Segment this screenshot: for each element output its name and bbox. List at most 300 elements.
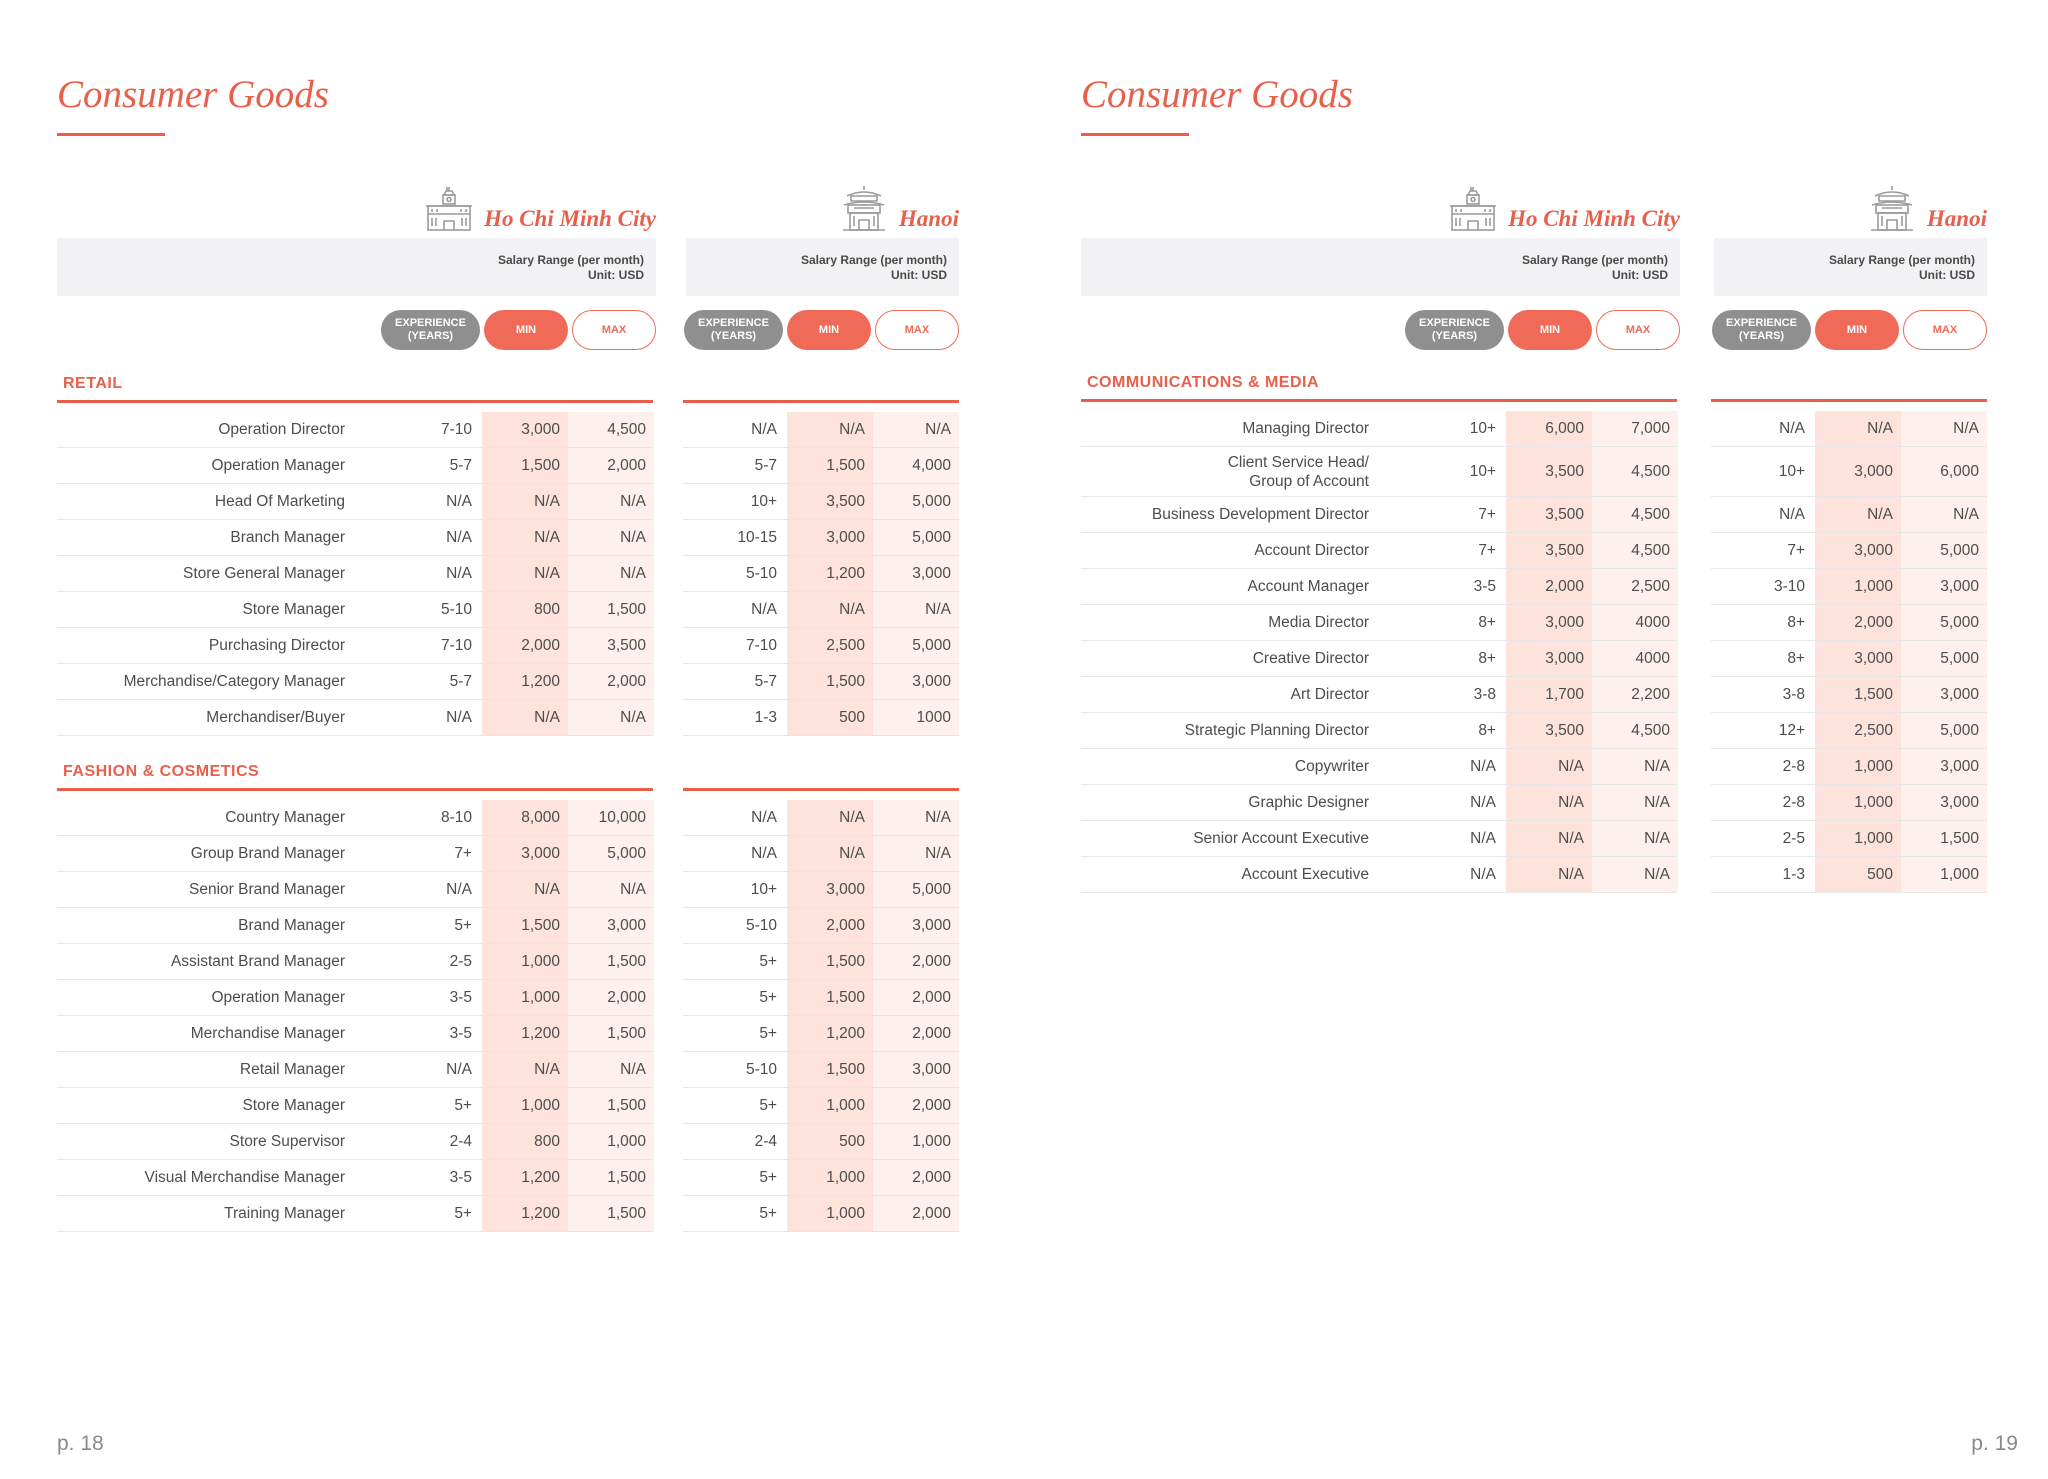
max-salary-cell: 5,000 [1901, 641, 1987, 676]
max-salary-cell: 1,500 [568, 1196, 654, 1231]
table-row [1711, 749, 1987, 785]
max-salary-cell: N/A [1592, 749, 1678, 784]
section-rule [57, 400, 653, 403]
role-cell: Brand Manager [238, 917, 345, 934]
max-salary-cell: 5,000 [873, 628, 959, 663]
table-row [1711, 857, 1987, 893]
max-salary-cell: 6,000 [1901, 447, 1987, 496]
city-name-hcmc: Ho Chi Minh City [1508, 206, 1680, 231]
salary-range-box-hcmc [1081, 238, 1680, 296]
min-salary-cell: 1,000 [787, 1196, 873, 1231]
role-cell: Art Director [1290, 686, 1369, 703]
max-salary-cell: 2,200 [1592, 677, 1678, 712]
table-row [1081, 641, 1677, 677]
experience-cell: N/A [446, 880, 472, 898]
max-salary-cell: 1,000 [873, 1124, 959, 1159]
salary-range-label: Salary Range (per month) [1521, 253, 1668, 267]
max-salary-cell: N/A [568, 872, 654, 907]
table-row [683, 980, 959, 1016]
table-row [1081, 533, 1677, 569]
experience-cell: 2-4 [754, 1132, 777, 1150]
max-salary-cell: 1,500 [568, 1160, 654, 1195]
table-row [57, 1196, 653, 1232]
experience-cell: 2-8 [1782, 757, 1805, 775]
min-salary-cell: 1,500 [482, 448, 568, 483]
max-salary-cell: 5,000 [873, 520, 959, 555]
max-salary-cell: 4,500 [568, 412, 654, 447]
experience-cell: N/A [1470, 757, 1496, 775]
city-name-hanoi: Hanoi [1926, 206, 1987, 231]
table-row [683, 448, 959, 484]
min-salary-cell: 2,000 [1815, 605, 1901, 640]
table-row [683, 1124, 959, 1160]
role-cell: Store Manager [242, 1097, 345, 1114]
section-label-comms: COMMUNICATIONS & MEDIA [1087, 374, 1320, 391]
max-salary-cell: N/A [873, 412, 959, 447]
table-row [1081, 857, 1677, 893]
max-salary-cell: 3,000 [873, 664, 959, 699]
role-cell: Media Director [1268, 614, 1369, 631]
min-salary-cell: N/A [787, 592, 873, 627]
min-salary-cell: 1,200 [482, 1196, 568, 1231]
salary-range-label: Salary Range (per month) [497, 253, 644, 267]
section-rule [683, 400, 959, 403]
role-cell: Business Development Director [1151, 506, 1369, 523]
salary-range-box-hanoi [1714, 238, 1987, 296]
max-salary-cell: 3,000 [1901, 569, 1987, 604]
table-row [1711, 447, 1987, 497]
min-salary-cell: 1,000 [1815, 569, 1901, 604]
max-salary-cell: 1,500 [1901, 821, 1987, 856]
min-salary-cell: 1,500 [482, 908, 568, 943]
min-salary-cell: N/A [787, 412, 873, 447]
min-salary-cell: 2,500 [787, 628, 873, 663]
experience-cell: N/A [751, 844, 777, 862]
table-row [683, 1052, 959, 1088]
min-salary-cell: N/A [482, 872, 568, 907]
max-pill: MAX [1903, 310, 1987, 350]
min-salary-cell: 500 [787, 1124, 873, 1159]
hcmc-city-header [300, 178, 656, 234]
experience-pill: EXPERIENCE (YEARS) [684, 310, 783, 350]
max-salary-cell: N/A [1901, 497, 1987, 532]
experience-cell: 5+ [454, 916, 472, 934]
experience-cell: 8+ [1478, 721, 1496, 739]
experience-cell: 5+ [759, 1204, 777, 1222]
table-row [57, 1124, 653, 1160]
hanoi-city-header [686, 178, 959, 234]
retail-table-hanoi [683, 412, 959, 736]
min-salary-cell: 3,500 [1506, 447, 1592, 496]
experience-cell: 3-8 [1473, 685, 1496, 703]
column-pills-hanoi [684, 310, 959, 350]
experience-cell: N/A [1470, 829, 1496, 847]
experience-cell: 10+ [1778, 462, 1805, 480]
title-underline [1081, 133, 1189, 136]
min-salary-cell: 3,000 [482, 836, 568, 871]
min-salary-cell: N/A [1815, 497, 1901, 532]
role-cell: Client Service Head/ Group of Account [1227, 453, 1369, 490]
max-salary-cell: 4000 [1592, 605, 1678, 640]
max-salary-cell: 3,500 [568, 628, 654, 663]
min-salary-cell: 1,500 [787, 664, 873, 699]
unit-label: Unit: USD [588, 268, 644, 282]
max-salary-cell: 5,000 [568, 836, 654, 871]
min-salary-cell: N/A [482, 484, 568, 519]
unit-label: Unit: USD [891, 268, 947, 282]
page-title: Consumer Goods [57, 73, 329, 116]
max-salary-cell: N/A [568, 484, 654, 519]
max-salary-cell: 2,000 [873, 944, 959, 979]
table-row [1711, 641, 1987, 677]
experience-cell: 10+ [1469, 462, 1496, 480]
min-salary-cell: 3,000 [1506, 605, 1592, 640]
experience-cell: 5-7 [449, 672, 472, 690]
experience-cell: 7+ [454, 844, 472, 862]
experience-cell: N/A [1470, 793, 1496, 811]
hcmc-city-header [1324, 178, 1680, 234]
max-salary-cell: N/A [568, 520, 654, 555]
max-salary-cell: N/A [873, 592, 959, 627]
section-label-fashion: FASHION & COSMETICS [63, 763, 260, 780]
max-salary-cell: 10,000 [568, 800, 654, 835]
role-cell: Purchasing Director [208, 637, 345, 654]
experience-cell: 10+ [750, 880, 777, 898]
role-cell: Country Manager [225, 809, 345, 826]
table-row [57, 700, 653, 736]
page-19 [1024, 0, 2048, 1479]
table-row [1711, 821, 1987, 857]
min-salary-cell: 1,500 [787, 1052, 873, 1087]
column-pills-hcmc [1405, 310, 1680, 350]
min-salary-cell: N/A [1506, 749, 1592, 784]
table-row [57, 872, 653, 908]
role-cell: Training Manager [224, 1205, 345, 1222]
max-salary-cell: 4,000 [873, 448, 959, 483]
role-cell: Graphic Designer [1248, 794, 1369, 811]
role-cell: Account Director [1254, 542, 1369, 559]
table-row [1081, 749, 1677, 785]
experience-cell: 5-10 [440, 600, 472, 618]
min-salary-cell: 3,500 [787, 484, 873, 519]
experience-cell: 5+ [759, 988, 777, 1006]
max-salary-cell: N/A [1901, 411, 1987, 446]
table-row [57, 628, 653, 664]
table-row [57, 1088, 653, 1124]
max-salary-cell: 2,000 [873, 1088, 959, 1123]
min-salary-cell: 800 [482, 592, 568, 627]
min-salary-cell: N/A [787, 800, 873, 835]
role-cell: Managing Director [1242, 420, 1369, 437]
max-salary-cell: N/A [568, 700, 654, 735]
min-salary-cell: 1,500 [787, 448, 873, 483]
table-row [683, 872, 959, 908]
min-salary-cell: 6,000 [1506, 411, 1592, 446]
table-row [683, 664, 959, 700]
experience-cell: N/A [1470, 865, 1496, 883]
table-row [683, 556, 959, 592]
max-salary-cell: 1,500 [568, 944, 654, 979]
column-pills-hcmc [381, 310, 656, 350]
max-salary-cell: 5,000 [873, 872, 959, 907]
min-salary-cell: 1,200 [787, 556, 873, 591]
min-pill: MIN [1815, 310, 1899, 350]
experience-cell: 5-10 [745, 1060, 777, 1078]
fashion-table-hanoi [683, 800, 959, 1232]
min-salary-cell: 3,000 [787, 520, 873, 555]
experience-cell: 8+ [1478, 649, 1496, 667]
min-salary-cell: N/A [1506, 857, 1592, 892]
min-salary-cell: 1,200 [482, 1160, 568, 1195]
role-cell: Merchandise/Category Manager [123, 673, 345, 690]
salary-range-box-hanoi [686, 238, 959, 296]
fashion-table-hcmc [57, 800, 653, 1232]
table-row [683, 628, 959, 664]
unit-label: Unit: USD [1919, 268, 1975, 282]
salary-range-box-hcmc [57, 238, 656, 296]
min-salary-cell: 3,500 [1506, 713, 1592, 748]
table-row [57, 1052, 653, 1088]
experience-cell: N/A [446, 492, 472, 510]
min-salary-cell: 800 [482, 1124, 568, 1159]
table-row [57, 484, 653, 520]
min-salary-cell: 2,500 [1815, 713, 1901, 748]
experience-cell: 1-3 [1782, 865, 1805, 883]
max-salary-cell: 3,000 [873, 556, 959, 591]
table-row [57, 908, 653, 944]
role-cell: Operation Manager [211, 457, 345, 474]
table-row [57, 664, 653, 700]
experience-cell: 3-8 [1782, 685, 1805, 703]
table-row [683, 592, 959, 628]
table-row [57, 520, 653, 556]
table-row [683, 520, 959, 556]
title-underline [57, 133, 165, 136]
min-salary-cell: N/A [787, 836, 873, 871]
table-row [683, 412, 959, 448]
max-salary-cell: N/A [873, 800, 959, 835]
experience-cell: N/A [446, 564, 472, 582]
experience-cell: 3-5 [449, 1024, 472, 1042]
role-cell: Senior Brand Manager [189, 881, 345, 898]
role-cell: Creative Director [1252, 650, 1369, 667]
section-rule [57, 788, 653, 791]
table-row [1711, 569, 1987, 605]
table-row [1711, 785, 1987, 821]
max-salary-cell: 1,000 [568, 1124, 654, 1159]
experience-cell: 2-5 [1782, 829, 1805, 847]
experience-cell: 5+ [759, 1024, 777, 1042]
max-salary-cell: 4,500 [1592, 447, 1678, 496]
min-salary-cell: 3,000 [1815, 641, 1901, 676]
role-cell: Store Supervisor [229, 1133, 345, 1150]
table-row [57, 412, 653, 448]
retail-table-hcmc [57, 412, 653, 736]
max-salary-cell: N/A [873, 836, 959, 871]
max-salary-cell: 2,000 [873, 1160, 959, 1195]
table-row [57, 800, 653, 836]
experience-cell: 5-7 [754, 672, 777, 690]
experience-cell: 7+ [1787, 541, 1805, 559]
min-salary-cell: 3,000 [482, 412, 568, 447]
experience-cell: 8-10 [440, 808, 472, 826]
max-salary-cell: 5,000 [873, 484, 959, 519]
table-row [683, 908, 959, 944]
table-row [57, 836, 653, 872]
experience-cell: 5+ [454, 1204, 472, 1222]
role-cell: Senior Account Executive [1193, 830, 1369, 847]
min-salary-cell: 1,000 [482, 1088, 568, 1123]
experience-cell: N/A [446, 1060, 472, 1078]
max-salary-cell: 7,000 [1592, 411, 1678, 446]
experience-cell: 3-10 [1773, 577, 1805, 595]
experience-cell: N/A [1779, 505, 1805, 523]
table-row [683, 1196, 959, 1232]
experience-cell: 7-10 [440, 636, 472, 654]
experience-cell: 5-10 [745, 916, 777, 934]
min-salary-cell: 1,000 [787, 1088, 873, 1123]
city-name-hanoi: Hanoi [898, 206, 959, 231]
role-cell: Assistant Brand Manager [170, 953, 345, 970]
min-salary-cell: 3,500 [1506, 533, 1592, 568]
max-salary-cell: 2,000 [873, 1196, 959, 1231]
salary-range-label: Salary Range (per month) [800, 253, 947, 267]
max-salary-cell: 4000 [1592, 641, 1678, 676]
experience-cell: 5+ [454, 1096, 472, 1114]
max-salary-cell: 5,000 [1901, 605, 1987, 640]
table-row [683, 944, 959, 980]
min-salary-cell: 2,000 [787, 908, 873, 943]
min-pill: MIN [787, 310, 871, 350]
table-row [683, 484, 959, 520]
max-salary-cell: 2,500 [1592, 569, 1678, 604]
min-salary-cell: 1,000 [787, 1160, 873, 1195]
experience-cell: N/A [1779, 419, 1805, 437]
table-row [683, 700, 959, 736]
experience-cell: N/A [751, 600, 777, 618]
max-salary-cell: 3,000 [1901, 677, 1987, 712]
max-salary-cell: 2,000 [873, 1016, 959, 1051]
min-salary-cell: 2,000 [1506, 569, 1592, 604]
experience-cell: N/A [751, 808, 777, 826]
table-row [1081, 677, 1677, 713]
experience-cell: 5+ [759, 952, 777, 970]
min-salary-cell: 500 [787, 700, 873, 735]
role-cell: Account Executive [1241, 866, 1369, 883]
min-salary-cell: 500 [1815, 857, 1901, 892]
page-number: p. 19 [1971, 1432, 2018, 1455]
max-salary-cell: 3,000 [873, 908, 959, 943]
salary-range-label: Salary Range (per month) [1828, 253, 1975, 267]
min-salary-cell: 1,500 [1815, 677, 1901, 712]
min-salary-cell: N/A [1815, 411, 1901, 446]
experience-cell: 8+ [1787, 613, 1805, 631]
table-row [1081, 411, 1677, 447]
column-pills-hanoi [1712, 310, 1987, 350]
max-pill: MAX [1596, 310, 1680, 350]
min-salary-cell: 1,500 [787, 980, 873, 1015]
max-salary-cell: 1000 [873, 700, 959, 735]
table-row [1711, 677, 1987, 713]
max-salary-cell: 5,000 [1901, 533, 1987, 568]
table-row [57, 592, 653, 628]
max-salary-cell: 1,500 [568, 1088, 654, 1123]
table-row [1081, 605, 1677, 641]
max-salary-cell: 3,000 [1901, 785, 1987, 820]
building-icon [424, 184, 474, 234]
max-salary-cell: 3,000 [1901, 749, 1987, 784]
role-cell: Retail Manager [239, 1061, 345, 1078]
min-salary-cell: 3,000 [787, 872, 873, 907]
experience-cell: 5-10 [745, 564, 777, 582]
min-salary-cell: 1,500 [787, 944, 873, 979]
table-row [1081, 821, 1677, 857]
min-salary-cell: 1,200 [787, 1016, 873, 1051]
table-row [683, 1016, 959, 1052]
pagoda-icon [839, 184, 889, 234]
table-row [1081, 497, 1677, 533]
table-row [1711, 533, 1987, 569]
table-row [683, 1088, 959, 1124]
max-salary-cell: N/A [1592, 857, 1678, 892]
experience-cell: 10-15 [737, 528, 777, 546]
experience-cell: 5-7 [449, 456, 472, 474]
max-salary-cell: 2,000 [568, 448, 654, 483]
max-salary-cell: 5,000 [1901, 713, 1987, 748]
table-row [1081, 569, 1677, 605]
table-row [1711, 605, 1987, 641]
role-cell: Operation Manager [211, 989, 345, 1006]
experience-cell: 7+ [1478, 541, 1496, 559]
table-row [683, 800, 959, 836]
experience-cell: 3-5 [1473, 577, 1496, 595]
table-row [1081, 447, 1677, 497]
min-salary-cell: N/A [1506, 821, 1592, 856]
max-salary-cell: 4,500 [1592, 497, 1678, 532]
role-cell: Merchandise Manager [190, 1025, 345, 1042]
comms-table-hcmc [1081, 411, 1677, 893]
role-cell: Strategic Planning Director [1184, 722, 1369, 739]
unit-label: Unit: USD [1612, 268, 1668, 282]
max-pill: MAX [875, 310, 959, 350]
min-salary-cell: 3,000 [1815, 533, 1901, 568]
min-salary-cell: 1,000 [482, 944, 568, 979]
min-salary-cell: 2,000 [482, 628, 568, 663]
min-salary-cell: 1,200 [482, 1016, 568, 1051]
max-salary-cell: 3,000 [568, 908, 654, 943]
experience-pill: EXPERIENCE (YEARS) [1712, 310, 1811, 350]
experience-cell: 5-7 [754, 456, 777, 474]
max-pill: MAX [572, 310, 656, 350]
min-salary-cell: 1,200 [482, 664, 568, 699]
max-salary-cell: N/A [1592, 785, 1678, 820]
page-title: Consumer Goods [1081, 73, 1353, 116]
comms-table-hanoi [1711, 411, 1987, 893]
min-salary-cell: 8,000 [482, 800, 568, 835]
table-row [57, 944, 653, 980]
page-number: p. 18 [57, 1432, 104, 1455]
max-salary-cell: 4,500 [1592, 713, 1678, 748]
max-salary-cell: 2,000 [568, 664, 654, 699]
city-name-hcmc: Ho Chi Minh City [484, 206, 656, 231]
experience-cell: 10+ [750, 492, 777, 510]
experience-cell: 2-8 [1782, 793, 1805, 811]
pagoda-icon [1867, 184, 1917, 234]
max-salary-cell: N/A [1592, 821, 1678, 856]
experience-cell: N/A [446, 528, 472, 546]
min-salary-cell: N/A [482, 1052, 568, 1087]
min-salary-cell: 1,000 [482, 980, 568, 1015]
